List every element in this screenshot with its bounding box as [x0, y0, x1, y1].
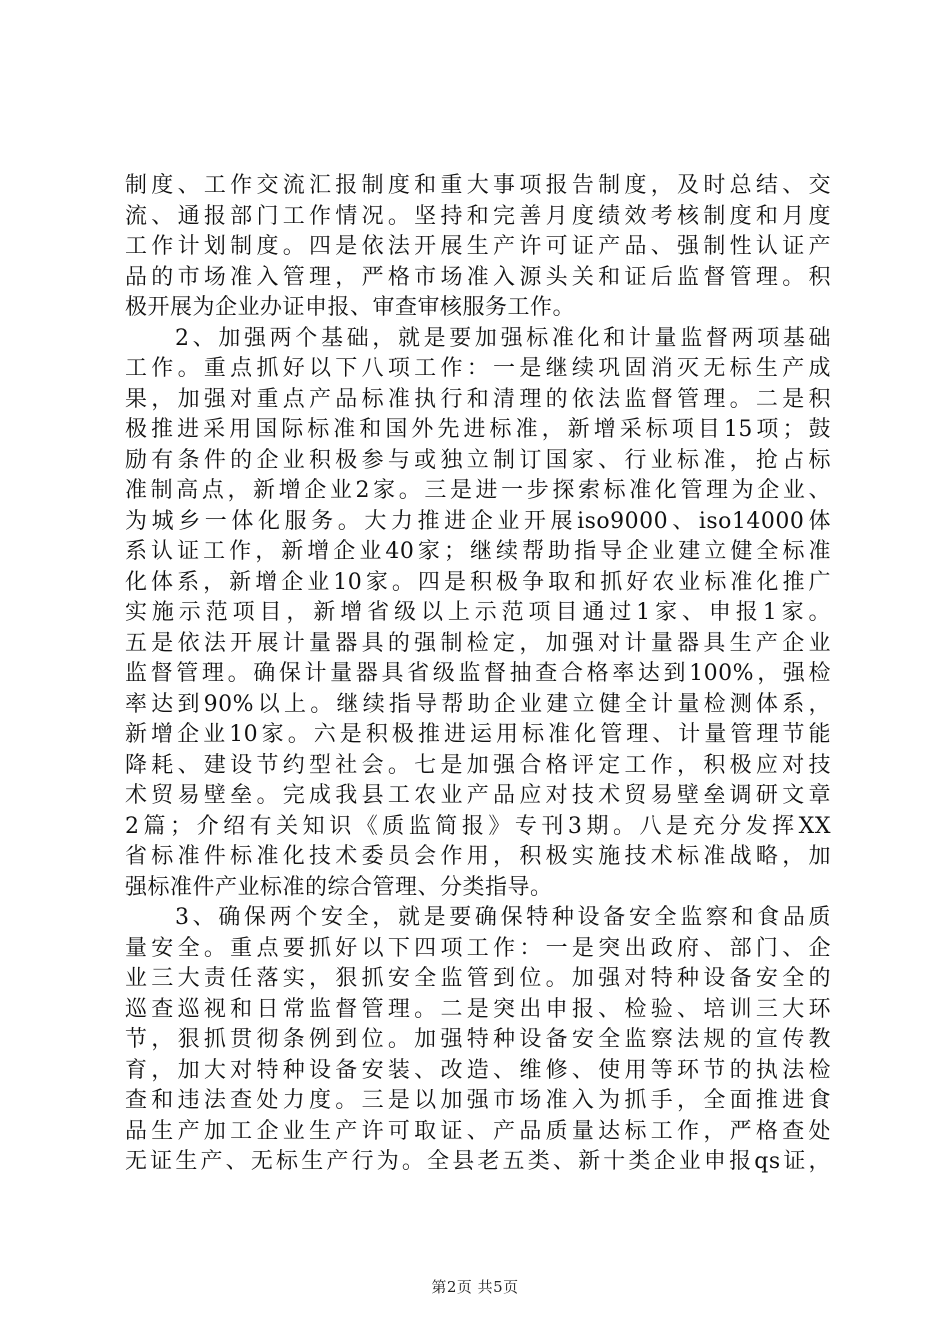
text-line: 育，加大对特种设备安装、改造、维修、使用等环节的执法检: [125, 1057, 831, 1083]
text-line: 率达到90%以上。继续指导帮助企业建立健全计量检测体系，: [125, 691, 831, 717]
text-line: 制度、工作交流汇报制度和重大事项报告制度，及时总结、交: [125, 173, 831, 198]
text-line: 系认证工作，新增企业40家；继续帮助指导企业建立健全标准: [125, 539, 831, 564]
text-line: 品的市场准入管理，严格市场准入源头关和证后监督管理。积: [125, 264, 831, 290]
text-line: 省标准件标准化技术委员会作用，积极实施技术标准战略，加: [125, 844, 831, 869]
paragraph-start-line: 3、确保两个安全，就是要确保特种设备安全监察和食品质: [175, 905, 831, 930]
text-line: 为城乡一体化服务。大力推进企业开展iso9000、iso14000体: [125, 508, 831, 534]
text-line: 流、通报部门工作情况。坚持和完善月度绩效考核制度和月度: [125, 203, 831, 229]
text-line: 术贸易壁垒。完成我县工农业产品应对技术贸易壁垒调研文章: [125, 783, 831, 808]
text-line: 励有条件的企业积极参与或独立制订国家、行业标准，抢占标: [125, 447, 831, 473]
text-line: 新增企业10家。六是积极推进运用标准化管理、计量管理节能: [125, 722, 831, 747]
text-line: 化体系，新增企业10家。四是积极争取和抓好农业标准化推广: [125, 569, 831, 595]
body-text: [125, 171, 831, 1178]
text-line: 量安全。重点要抓好以下四项工作：一是突出政府、部门、企: [125, 935, 831, 961]
text-line: 实施示范项目，新增省级以上示范项目通过1家、申报1家。: [125, 600, 831, 625]
text-line: 果，加强对重点产品标准执行和清理的依法监督管理。二是积: [125, 386, 831, 412]
paragraph-start-line: 2、加强两个基础，就是要加强标准化和计量监督两项基础: [175, 325, 831, 351]
text-line: 2篇；介绍有关知识《质监简报》专刊3期。八是充分发挥XX: [125, 813, 831, 839]
page-number: 第2页 共5页: [431, 1278, 519, 1296]
text-line: 节，狠抓贯彻条例到位。加强特种设备安全监察法规的宣传教: [125, 1027, 831, 1052]
text-line: 极开展为企业办证申报、审查审核服务工作。: [125, 295, 576, 320]
text-line: 查和违法查处力度。三是以加强市场准入为抓手，全面推进食: [125, 1088, 831, 1113]
text-line: 强标准件产业标准的综合管理、分类指导。: [125, 874, 553, 900]
text-line: 工作。重点抓好以下八项工作：一是继续巩固消灭无标生产成: [125, 356, 831, 381]
text-line: 巡查巡视和日常监督管理。二是突出申报、检验、培训三大环: [125, 996, 831, 1022]
text-line: 极推进采用国际标准和国外先进标准，新增采标项目15项；鼓: [125, 417, 831, 442]
text-line: 降耗、建设节约型社会。七是加强合格评定工作，积极应对技: [125, 752, 831, 778]
text-line: 监督管理。确保计量器具省级监督抽查合格率达到100%，强检: [125, 661, 831, 686]
text-line: 品生产加工企业生产许可取证、产品质量达标工作，严格查处: [125, 1118, 831, 1144]
text-line: 无证生产、无标生产行为。全县老五类、新十类企业申报qs证，: [125, 1149, 831, 1174]
text-line: 准制高点，新增企业2家。三是进一步探索标准化管理为企业、: [125, 478, 831, 503]
text-line: 业三大责任落实，狠抓安全监管到位。加强对特种设备安全的: [125, 966, 831, 991]
text-line: 五是依法开展计量器具的强制检定，加强对计量器具生产企业: [125, 630, 831, 656]
text-line: 工作计划制度。四是依法开展生产许可证产品、强制性认证产: [125, 234, 831, 259]
